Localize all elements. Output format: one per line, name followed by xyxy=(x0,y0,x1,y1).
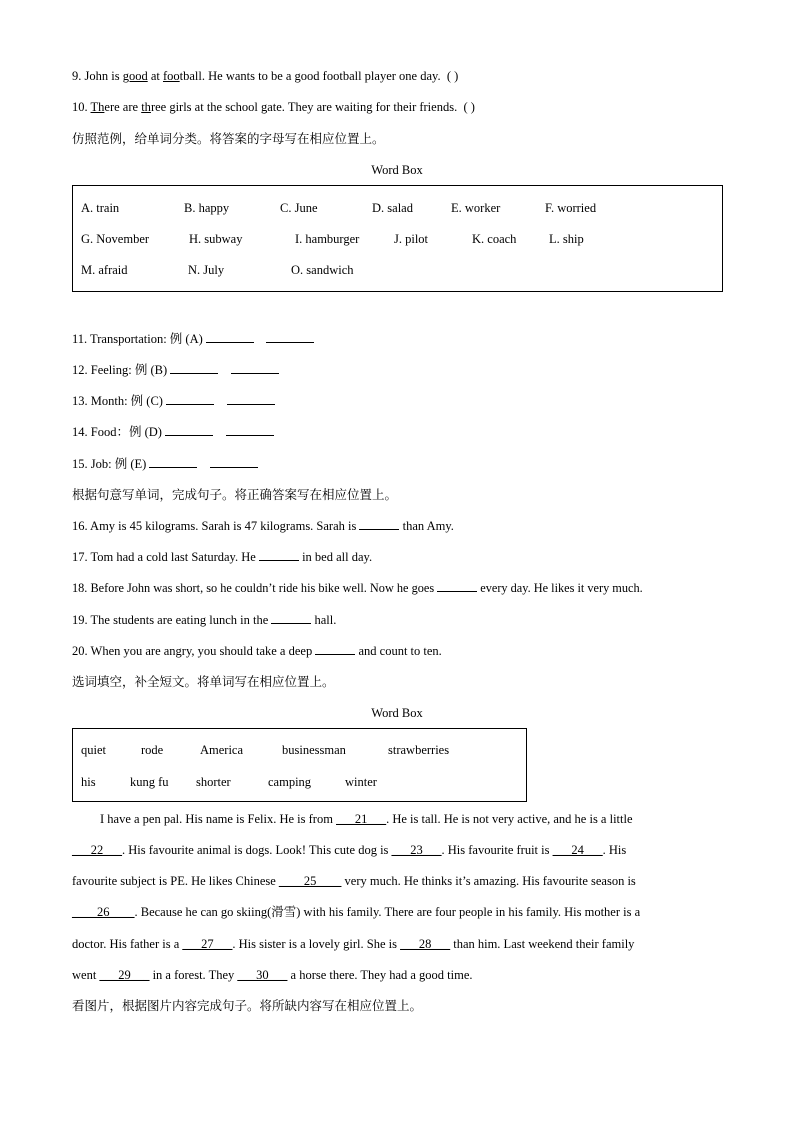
answer-blank-21[interactable]: ___21___ xyxy=(336,812,387,826)
question-17: 17. Tom had a cold last Saturday. He in bed all day. xyxy=(72,550,373,564)
word-option: businessman xyxy=(282,743,346,757)
answer-blank[interactable] xyxy=(437,580,477,592)
answer-blank[interactable] xyxy=(271,612,311,624)
answer-blank-24[interactable]: ___24___ xyxy=(552,843,603,857)
question-18: 18. Before John was short, so he couldn’t ride his bike well. Now he goes every day. He likes it very much. xyxy=(72,581,643,595)
question-9: 9. John is good at football. He wants to be a good football player one day. ( ) xyxy=(72,69,459,83)
passage-line: ____26____. Because he can go skiing(滑雪) with his family. There are four people in his family. His mother is a xyxy=(72,905,641,919)
word-option: L. ship xyxy=(549,232,584,246)
question-12: 12. Feeling: 例 (B) xyxy=(72,362,279,378)
answer-blank-29[interactable]: ___29___ xyxy=(99,968,150,982)
word-option: America xyxy=(200,743,244,757)
question-13: 13. Month: 例 (C) xyxy=(72,393,275,409)
word-box-title: Word Box xyxy=(371,706,423,720)
answer-blank[interactable] xyxy=(170,362,218,374)
answer-blank[interactable] xyxy=(210,456,258,468)
word-option: J. pilot xyxy=(394,232,429,246)
answer-blank[interactable] xyxy=(166,393,214,405)
answer-blank[interactable] xyxy=(266,331,314,343)
word-option: kung fu xyxy=(130,775,169,789)
answer-blank[interactable] xyxy=(315,643,355,655)
word-option: winter xyxy=(345,775,377,789)
question-11: 11. Transportation: 例 (A) xyxy=(72,331,314,347)
passage-line: doctor. His father is a ___27___. His sister is a lovely girl. She is ___28___ than him. Last weekend their family xyxy=(72,937,635,951)
answer-blank-25[interactable]: ____25____ xyxy=(278,874,342,888)
answer-blank-28[interactable]: ___28___ xyxy=(400,937,451,951)
section-instruction: 选词填空，补全短文。将单词写在相应位置上。 xyxy=(72,674,335,689)
answer-blank-23[interactable]: ___23___ xyxy=(391,843,442,857)
word-option: E. worker xyxy=(451,201,501,215)
answer-blank[interactable] xyxy=(227,393,275,405)
answer-blank[interactable] xyxy=(231,362,279,374)
word-option: N. July xyxy=(188,263,225,277)
word-option: rode xyxy=(141,743,164,757)
question-15: 15. Job: 例 (E) xyxy=(72,456,258,472)
answer-blank[interactable] xyxy=(259,549,299,561)
word-option: A. train xyxy=(81,201,120,215)
answer-blank[interactable] xyxy=(149,456,197,468)
word-option: F. worried xyxy=(545,201,597,215)
word-option: his xyxy=(81,775,96,789)
word-box-title: Word Box xyxy=(371,163,423,177)
word-option: shorter xyxy=(196,775,231,789)
word-option: O. sandwich xyxy=(291,263,354,277)
word-option: H. subway xyxy=(189,232,243,246)
question-16: 16. Amy is 45 kilograms. Sarah is 47 kilograms. Sarah is than Amy. xyxy=(72,519,454,533)
answer-blank-27[interactable]: ___27___ xyxy=(182,937,233,951)
passage-line: I have a pen pal. His name is Felix. He is from ___21___. He is tall. He is not very active, and he is a little xyxy=(100,812,633,826)
word-option: D. salad xyxy=(372,201,413,215)
word-option: G. November xyxy=(81,232,150,246)
answer-blank[interactable] xyxy=(206,331,254,343)
section-instruction: 看图片，根据图片内容完成句子。将所缺内容写在相应位置上。 xyxy=(72,998,423,1013)
answer-paren[interactable]: ( ) xyxy=(463,100,475,114)
answer-paren[interactable]: ( ) xyxy=(446,69,459,83)
word-option: strawberries xyxy=(388,743,450,757)
passage-line: ___22___. His favourite animal is dogs. Look! This cute dog is ___23___. His favourite fruit is ___24___. His xyxy=(72,843,627,857)
word-box xyxy=(72,728,527,802)
word-option: C. June xyxy=(280,201,318,215)
question-20: 20. When you are angry, you should take a deep and count to ten. xyxy=(72,644,442,658)
answer-blank[interactable] xyxy=(165,424,213,436)
word-option: K. coach xyxy=(472,232,517,246)
word-option: camping xyxy=(268,775,312,789)
question-14: 14. Food：例 (D) xyxy=(72,424,274,440)
answer-blank-30[interactable]: ___30___ xyxy=(237,968,288,982)
word-option: B. happy xyxy=(184,201,230,215)
passage-line: favourite subject is PE. He likes Chinese ____25____ very much. He thinks it’s amazing. His favourite season is xyxy=(72,874,636,888)
answer-blank-26[interactable]: ____26____ xyxy=(72,905,135,919)
answer-blank-22[interactable]: ___22___ xyxy=(72,843,122,857)
section-instruction: 根据句意写单词，完成句子。将正确答案写在相应位置上。 xyxy=(72,487,398,502)
word-option: M. afraid xyxy=(81,263,128,277)
question-19: 19. The students are eating lunch in the hall. xyxy=(72,613,337,627)
answer-blank[interactable] xyxy=(359,518,399,530)
word-option: I. hamburger xyxy=(295,232,360,246)
answer-blank[interactable] xyxy=(226,424,274,436)
question-10: 10. There are three girls at the school gate. They are waiting for their friends. ( ) xyxy=(72,100,475,114)
section-instruction: 仿照范例，给单词分类。将答案的字母写在相应位置上。 xyxy=(72,131,385,146)
word-option: quiet xyxy=(81,743,106,757)
passage-line: went ___29___ in a forest. They ___30___ a horse there. They had a good time. xyxy=(72,968,473,982)
